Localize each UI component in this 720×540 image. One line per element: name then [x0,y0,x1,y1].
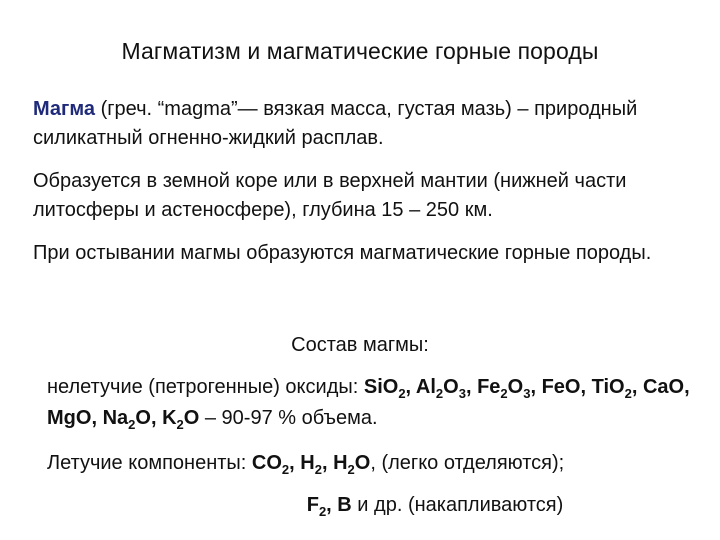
chemical-formula [337,494,351,516]
formula-separator: , [91,407,103,429]
formula-symbol: O [183,407,200,429]
formula-subscript: 2 [128,417,136,432]
formula-symbol: Al [415,376,436,398]
formula-subscript: 2 [500,386,508,401]
formula-subscript: 2 [176,417,184,432]
formula-symbol: H [300,452,315,474]
nonvolatile-prefix: нелетучие (петрогенные) оксиды: [47,376,364,398]
cooling-paragraph: При остывании магмы образуются магматические горные породы. [33,242,652,264]
chemical-formula [643,376,684,398]
formula-symbol: MgO [47,407,92,429]
chemical-formula [415,376,466,401]
formula-symbol: O [443,376,459,398]
formula-subscript: 3 [458,386,466,401]
chemical-formula [300,452,322,477]
formula-separator: , [326,494,338,516]
formula-symbol: SiO [363,376,399,398]
formula-symbol: TiO [591,376,625,398]
volatile-prefix: Летучие компоненты: [47,452,252,474]
formula-subscript: 2 [398,386,406,401]
formula-subscript: 2 [624,386,632,401]
formula-symbol: Na [102,407,129,429]
formula-symbol: Fe [477,376,501,398]
chemical-formula [542,376,581,398]
formula-separator: , [321,452,334,474]
composition-heading: Состав магмы: [291,334,429,356]
chemical-formula [333,452,371,477]
formula-symbol: O [507,376,524,398]
formula-subscript: 3 [523,386,531,401]
formula-separator: , [530,376,542,398]
chemical-formula [47,407,91,429]
formula-symbol: CaO [642,376,685,398]
formula-separator: , [631,376,643,398]
chemical-formula [162,407,200,432]
formula-separator: , [289,452,301,474]
formula-separator: , [405,376,416,398]
formula-symbol: O [354,452,371,474]
volatile-components [47,448,707,479]
formula-symbol: F [306,494,319,516]
magma-definition [33,95,693,153]
volatile-formula-list [251,452,371,477]
formula-separator: , [684,376,690,398]
formula-separator: , [465,376,478,398]
slide-title: Магматизм и магматические горные породы [121,38,599,64]
formula-symbol: B [337,494,352,516]
accumulating-components [0,490,720,521]
definition-text: (греч. “magma”— вязкая масса, густая мазь) – природный силикатный огненно-жидкий расплав. [33,98,638,149]
formula-symbol: CO [251,452,282,474]
chemical-formula [477,376,531,401]
formula-symbol: O [135,407,151,429]
formula-symbol: K [162,407,177,429]
formula-subscript: 2 [318,504,327,519]
formula-subscript: 2 [314,462,322,477]
formula-symbol: FeO [541,376,581,398]
formula-subscript: 2 [435,386,444,401]
chemical-formula [306,494,327,519]
term-magma: Магма [33,98,96,120]
formula-subscript: 2 [347,462,355,477]
accumulating-formula-list [306,494,352,519]
formula-symbol: H [333,452,348,474]
formation-paragraph: Образуется в земной коре или в верхней мантии (нижней части литосферы и астеносфере), глубина 15 – 250 км. [33,170,627,221]
formula-separator: , [580,376,592,398]
chemical-formula [591,376,632,401]
formula-subscript: 2 [281,462,290,477]
chemical-formula [363,376,406,401]
nonvolatile-oxides [47,372,707,434]
chemical-formula [251,452,290,477]
chemical-formula [102,407,151,432]
formula-separator: , [150,407,163,429]
accumulating-suffix: и др. (накапливаются) [351,494,564,516]
volatile-suffix: , (легко отделяются); [370,452,565,474]
nonvolatile-suffix: – 90-97 % объема. [199,407,378,429]
